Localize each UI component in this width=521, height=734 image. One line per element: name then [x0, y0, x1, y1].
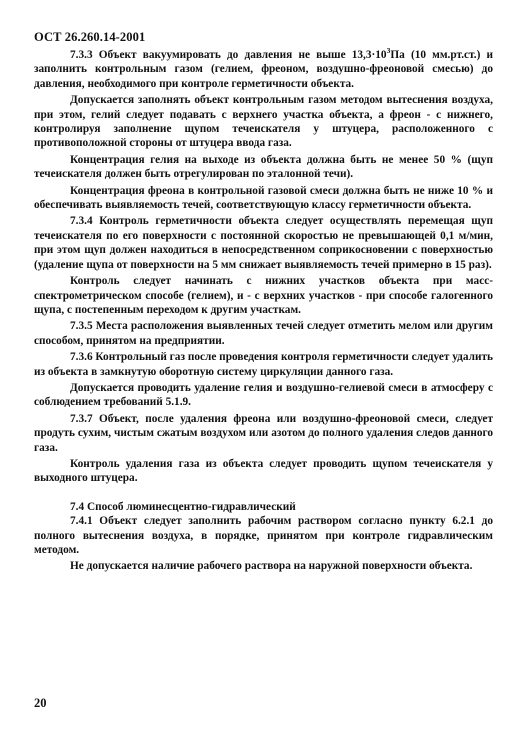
paragraph: Контроль следует начинать с нижних участков объекта при масс-спектрометрическом способе (гелием), и - с верхних участков - при способе галогенного щупа, с постепенным переходом к другим участкам.: [34, 275, 493, 316]
paragraph: 7.3.5 Места расположения выявленных течей следует отметить мелом или другим способом, принятом на предприятии.: [34, 320, 493, 347]
paragraph: Концентрация гелия на выходе из объекта должна быть не менее 50 % (щуп течеискателя должен быть отрегулирован по эталонной течи).: [34, 153, 493, 181]
paragraph-text: Па (10 мм.рт.ст.) и заполнить контрольным газом (гелием, фреоном, воздушно-фреоновой смесью) до давления, необходимого при контроле герметичности объекта.: [34, 49, 493, 90]
document-body: [34, 48, 493, 576]
document-header: ОСТ 26.260.14-2001: [34, 30, 146, 44]
paragraph: 7.3.6 Контрольный газ после проведения контроля герметичности следует удалить из объекта в замкнутую оборотную систему циркуляции данного газа.: [34, 351, 493, 378]
paragraph-text: 7.3.3 Объект вакуумировать до давления не выше 13,3·10: [70, 49, 387, 61]
superscript-exponent: 3: [386, 46, 391, 56]
paragraph: Не допускается наличие рабочего раствора на наружной поверхности объекта.: [70, 560, 473, 573]
paragraph: Контроль удаления газа из объекта следует проводить щупом течеискателя у выходного штуцера.: [34, 457, 493, 485]
section-title: 7.4 Способ люминесцентно-гидравлический: [70, 500, 296, 513]
paragraph: 7.3.7 Объект, после удаления фреона или воздушно-фреоновой смеси, следует продуть сухим, чистым сжатым воздухом или азотом до полного удаления следов данного газа.: [34, 412, 493, 454]
section-spacer: [34, 488, 493, 500]
paragraph: 7.3.4 Контроль герметичности объекта следует осуществлять перемещая щуп течеискателя по его поверхности с постоянной скоростью не превышающей 0,1 м/мин, при этом щуп должен находиться в непосредственном соприкосновении с поверхностью (удаление щупа от поверхности на 5 мм снижает выявляемость течей примерно в 15 раз).: [34, 215, 493, 271]
page-number: 20: [34, 696, 47, 710]
paragraph: Допускается проводить удаление гелия и воздушно-гелиевой смеси в атмосферу с соблюдением требований 5.1.9.: [34, 381, 493, 409]
paragraph: Концентрация фреона в контрольной газовой смеси должна быть не ниже 10 % и обеспечивать выявляемость течей, соответствующую классу герметичности объекта.: [34, 184, 493, 212]
paragraph-7-3-3: [34, 48, 493, 91]
paragraph: Допускается заполнять объект контрольным газом методом вытеснения воздуха, при этом, гелий следует подавать с верхнего участка объекта, а фреон - с нижнего, контролируя заполнение щупом течеискателя у штуцера, расположенного с противоположной стороны от штуцера ввода газа.: [34, 94, 493, 150]
paragraph: 7.4.1 Объект следует заполнить рабочим раствором согласно пункту 6.2.1 до полного вытеснения воздуха, в порядке, принятом при контроле гидравлическим методом.: [34, 515, 493, 556]
